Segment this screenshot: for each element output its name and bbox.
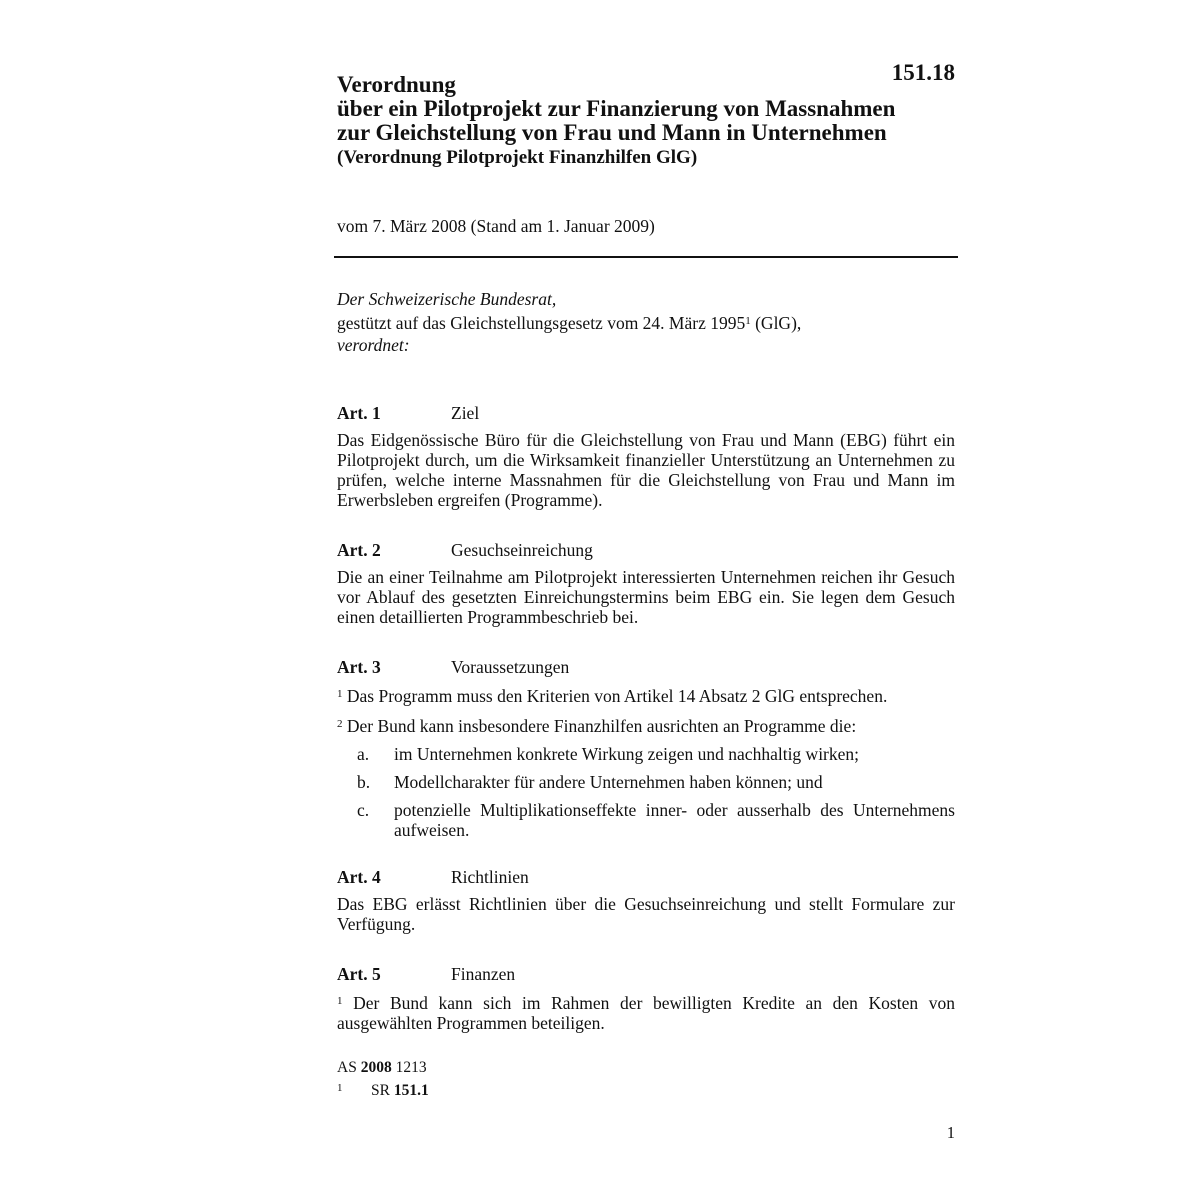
footnote-prefix: SR bbox=[371, 1082, 394, 1099]
list-text: potenzielle Multiplikationseffekte inner- oder ausserhalb des Unternehmens aufweisen. bbox=[394, 800, 955, 840]
paragraph-2 bbox=[337, 714, 955, 736]
paragraph-1 bbox=[337, 991, 955, 1033]
list-item-a bbox=[337, 744, 955, 764]
footnote-mark: 1 bbox=[337, 1082, 343, 1094]
footnote-sr-ref[interactable]: 151.1 bbox=[393, 1082, 429, 1099]
article-1 bbox=[337, 402, 955, 510]
preamble-basis bbox=[337, 310, 957, 334]
article-heading bbox=[337, 963, 955, 985]
paragraph-text: Der Bund kann insbesondere Finanzhilfen ausrichten an Programme die: bbox=[342, 716, 857, 736]
article-number: Art. 5 bbox=[337, 964, 381, 984]
as-prefix: AS bbox=[337, 1059, 361, 1076]
list-item-b bbox=[337, 772, 955, 792]
article-number: Art. 4 bbox=[337, 867, 381, 887]
paragraph-number: 1 bbox=[337, 995, 343, 1007]
page-number: 1 bbox=[946, 1123, 955, 1142]
list-item-c bbox=[337, 800, 955, 840]
article-text: Das Eidgenössische Büro für die Gleichstellung von Frau und Mann (EBG) führt ein Pilotprojekt durch, um die Wirksamkeit finanzieller Unterstützung an Unternehmen zu prüfen, welche interne Massnahmen für die Gleichstellung von Frau und Mann im Erwerbsleben ergreifen (Programme). bbox=[337, 430, 955, 510]
footnotes bbox=[337, 1057, 429, 1101]
article-title: Voraussetzungen bbox=[451, 657, 570, 677]
list-letter: b. bbox=[357, 772, 371, 792]
list-text: Modellcharakter für andere Unternehmen haben können; und bbox=[394, 772, 823, 792]
article-number: Art. 1 bbox=[337, 403, 381, 423]
date-line: vom 7. März 2008 (Stand am 1. Januar 2009) bbox=[337, 216, 655, 236]
article-title: Richtlinien bbox=[451, 867, 529, 887]
article-2 bbox=[337, 539, 955, 627]
footnote-1 bbox=[337, 1078, 429, 1101]
as-year: 2008 bbox=[360, 1059, 392, 1076]
sr-number: 151.18 bbox=[891, 60, 955, 85]
title-line-1: Verordnung bbox=[337, 72, 456, 97]
article-heading bbox=[337, 866, 955, 888]
title-line-2: über ein Pilotprojekt zur Finanzierung von Massnahmen bbox=[337, 96, 896, 121]
short-title: (Verordnung Pilotprojekt Finanzhilfen GlG) bbox=[337, 147, 698, 168]
article-heading bbox=[337, 539, 955, 561]
preamble-basis-suffix: (GlG), bbox=[750, 313, 802, 333]
official-compilation-ref bbox=[337, 1057, 429, 1078]
preamble-basis-text: gestützt auf das Gleichstellungsgesetz vom 24. März 1995 bbox=[337, 313, 746, 333]
paragraph-text: Der Bund kann sich im Rahmen der bewilligten Kredite an den Kosten von ausgewählten Programmen beteiligen. bbox=[337, 993, 955, 1033]
article-3 bbox=[337, 656, 955, 840]
article-title: Gesuchseinreichung bbox=[451, 540, 593, 560]
article-5 bbox=[337, 963, 955, 1033]
preamble-authority: Der Schweizerische Bundesrat, bbox=[337, 289, 557, 309]
article-4 bbox=[337, 866, 955, 934]
paragraph-1 bbox=[337, 684, 955, 706]
as-page: 1213 bbox=[391, 1059, 427, 1076]
article-title: Finanzen bbox=[451, 964, 516, 984]
list-text: im Unternehmen konkrete Wirkung zeigen und nachhaltig wirken; bbox=[394, 744, 860, 764]
paragraph-number: 1 bbox=[337, 688, 343, 700]
ordinance-title bbox=[337, 73, 957, 171]
article-text: Das EBG erlässt Richtlinien über die Gesuchseinreichung und stellt Formulare zur Verfügung. bbox=[337, 894, 955, 934]
paragraph-text: Das Programm muss den Kriterien von Artikel 14 Absatz 2 GlG entsprechen. bbox=[342, 686, 888, 706]
article-number: Art. 3 bbox=[337, 657, 381, 677]
preamble bbox=[337, 288, 957, 356]
paragraph-number: 2 bbox=[337, 718, 343, 730]
title-line-3: zur Gleichstellung von Frau und Mann in Unternehmen bbox=[337, 120, 887, 145]
article-number: Art. 2 bbox=[337, 540, 381, 560]
article-heading bbox=[337, 656, 955, 678]
footnote-ref-1[interactable]: 1 bbox=[745, 315, 751, 327]
preamble-decree: verordnet: bbox=[337, 335, 410, 355]
article-title: Ziel bbox=[451, 403, 480, 423]
list-letter: a. bbox=[357, 744, 370, 764]
header-divider bbox=[334, 256, 958, 258]
article-heading bbox=[337, 402, 955, 424]
list-letter: c. bbox=[357, 800, 370, 820]
article-text: Die an einer Teilnahme am Pilotprojekt interessierten Unternehmen reichen ihr Gesuch vor Ablauf des gesetzten Einreichungstermins beim EBG ein. Sie legen dem Gesuch einen detaillierten Programmbeschrieb bei. bbox=[337, 567, 955, 627]
